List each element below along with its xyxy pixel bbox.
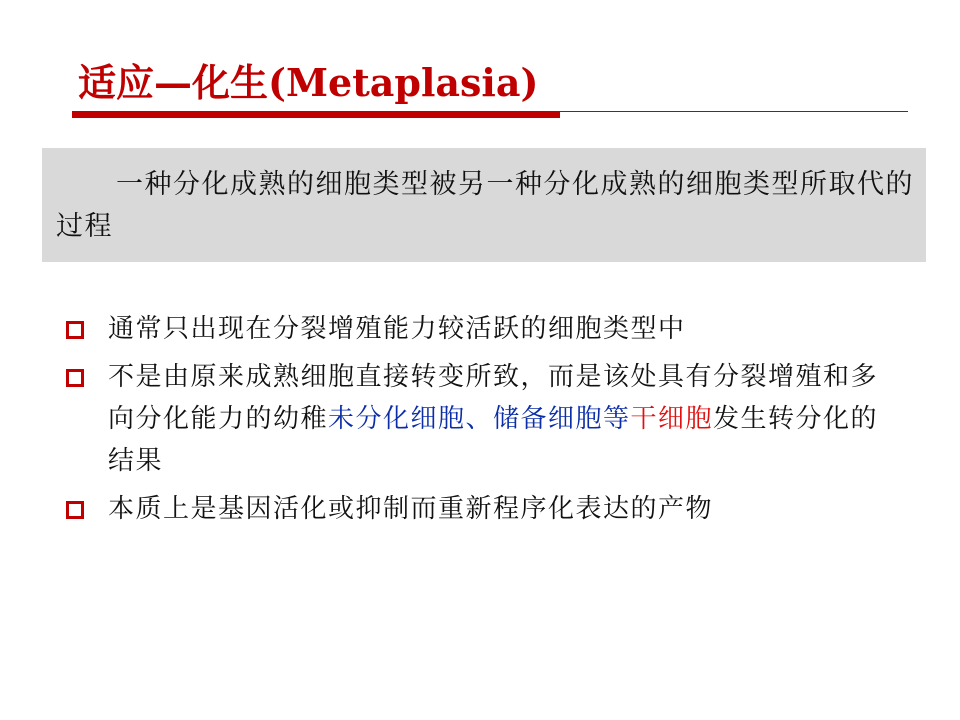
highlight-blue-text: 未分化细胞、储备细胞等 [328, 404, 631, 434]
hollow-square-icon [66, 369, 84, 387]
bullet-text-after: 发生转分化的结果 [108, 404, 879, 476]
highlight-red-text: 干细胞 [630, 404, 714, 434]
bullet-list [66, 308, 896, 536]
hollow-square-icon [66, 501, 84, 519]
title-underline-thick [72, 112, 560, 118]
definition-text: 一种分化成熟的细胞类型被另一种分化成熟的细胞类型所取代的过程 [56, 169, 914, 242]
definition-box [42, 148, 926, 262]
list-item [66, 488, 896, 530]
slide-title: 适应—化生(Metaplasia) [78, 60, 539, 105]
bullet-text: 通常只出现在分裂增殖能力较活跃的细胞类型中 [108, 314, 686, 344]
bullet-text-before: 不是由原来成熟细胞直接转变所致，而是该处具有分裂增殖和多向分化能力的幼稚 [108, 362, 879, 434]
hollow-square-icon [66, 321, 84, 339]
list-item [66, 308, 896, 350]
bullet-text: 本质上是基因活化或抑制而重新程序化表达的产物 [108, 494, 714, 524]
list-item [66, 356, 896, 482]
